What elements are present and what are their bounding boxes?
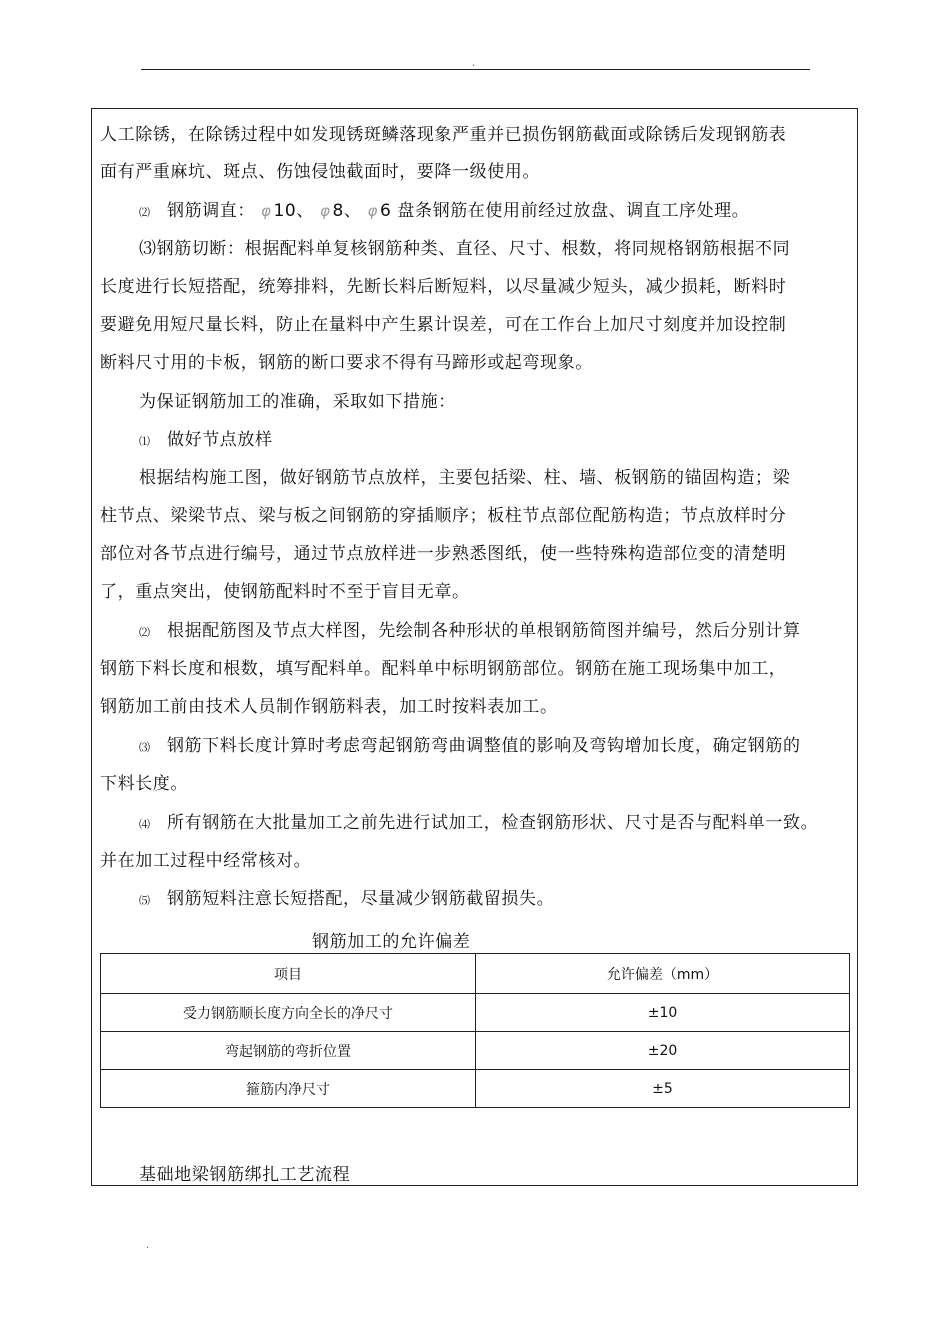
list-number: ⑵ [139, 206, 151, 219]
paragraph-line: 为保证钢筋加工的准确，采取如下措施： [139, 392, 456, 412]
paragraph-line [139, 888, 554, 912]
paragraph-line: 柱节点、梁梁节点、梁与板之间钢筋的穿插顺序；板柱节点部位配筋构造；节点放样时分 [100, 506, 787, 526]
table-caption: 钢筋加工的允许偏差 [312, 932, 471, 952]
paragraph-text: 根据配筋图及节点大样图，先绘制各种形状的单根钢筋简图并编号，然后分别计算 [167, 621, 801, 641]
paragraph-line: 断料尺寸用的卡板，钢筋的断口要求不得有马蹄形或起弯现象。 [100, 353, 593, 373]
paragraph-line: 长度进行长短搭配，统筹排料，先断长料后断短料，以尽量减少短头，减少损耗，断料时 [100, 277, 787, 297]
table-cell: 弯起钢筋的弯折位置 [101, 1032, 476, 1070]
paragraph-line: ⑶钢筋切断：根据配料单复核钢筋种类、直径、尺寸、根数，将同规格钢筋根据不同 [139, 239, 791, 259]
table-cell: ±5 [476, 1070, 850, 1108]
paragraph-line: 部位对各节点进行编号，通过节点放样进一步熟悉图纸，使一些特殊构造部位变的清楚明 [100, 544, 787, 564]
paragraph-line: 钢筋下料长度和根数，填写配料单。配料单中标明钢筋部位。钢筋在施工现场集中加工， [100, 659, 787, 679]
list-number: ⑸ [139, 894, 151, 907]
phi-symbol: φ [261, 202, 272, 220]
section-title: 基础地梁钢筋绑扎工艺流程 [139, 1165, 351, 1185]
paragraph-text: 做好节点放样 [167, 430, 273, 450]
paragraph-line [139, 620, 801, 644]
paragraph-line: 面有严重麻坑、斑点、伤蚀侵蚀截面时，要降一级使用。 [100, 162, 540, 182]
paragraph-line: 了，重点突出，使钢筋配料时不至于盲目无章。 [100, 582, 470, 602]
phi-symbol: φ [367, 202, 378, 220]
paragraph-line: 根据结构施工图，做好钢筋节点放样，主要包括梁、柱、墙、板钢筋的锚固构造；梁 [139, 468, 791, 488]
paragraph-text: 钢筋短料注意长短搭配，尽量减少钢筋截留损失。 [167, 889, 555, 909]
paragraph-text: 8、 [332, 201, 362, 221]
list-number: ⑴ [139, 435, 151, 448]
paragraph-line: 并在加工过程中经常核对。 [100, 851, 312, 871]
table-row [101, 1032, 850, 1070]
header-rule [141, 69, 810, 70]
paragraph-text: 10、 [273, 201, 314, 221]
phi-symbol: φ [319, 202, 331, 220]
paragraph-text: 钢筋下料长度计算时考虑弯起钢筋弯曲调整值的影响及弯钩增加长度，确定钢筋的 [167, 736, 801, 756]
paragraph-line [139, 812, 818, 836]
table-header-cell: 允许偏差（mm） [476, 954, 850, 994]
paragraph-line [139, 429, 273, 453]
list-number: ⑶ [139, 741, 151, 754]
footer-mark: . [146, 1240, 150, 1251]
table-cell: ±20 [476, 1032, 850, 1070]
paragraph-line [139, 200, 749, 224]
paragraph-line: 下料长度。 [100, 774, 188, 794]
table-row [101, 1070, 850, 1108]
table-row [101, 994, 850, 1032]
table-header-cell: 项目 [101, 954, 476, 994]
paragraph-line: 要避免用短尺量长料，防止在量料中产生累计误差，可在工作台上加尺寸刻度并加设控制 [100, 315, 787, 335]
paragraph-text: 钢筋调直： [167, 201, 255, 221]
list-number: ⑵ [139, 626, 151, 639]
table-cell: ±10 [476, 994, 850, 1032]
paragraph-text: 所有钢筋在大批量加工之前先进行试加工，检查钢筋形状、尺寸是否与配料单一致。 [167, 813, 819, 833]
list-number: ⑷ [139, 818, 151, 831]
tolerance-table [100, 953, 850, 1108]
table-header-row [101, 954, 850, 994]
paragraph-text: 6 盘条钢筋在使用前经过放盘、调直工序处理。 [379, 201, 750, 221]
table-cell: 受力钢筋顺长度方向全长的净尺寸 [101, 994, 476, 1032]
header-mark: . [472, 58, 476, 69]
paragraph-line: 人工除锈，在除锈过程中如发现锈斑鳞落现象严重并已损伤钢筋截面或除锈后发现钢筋表 [100, 125, 787, 145]
paragraph-line [139, 735, 801, 759]
paragraph-line: 钢筋加工前由技术人员制作钢筋料表，加工时按料表加工。 [100, 697, 558, 717]
table-cell: 箍筋内净尺寸 [101, 1070, 476, 1108]
